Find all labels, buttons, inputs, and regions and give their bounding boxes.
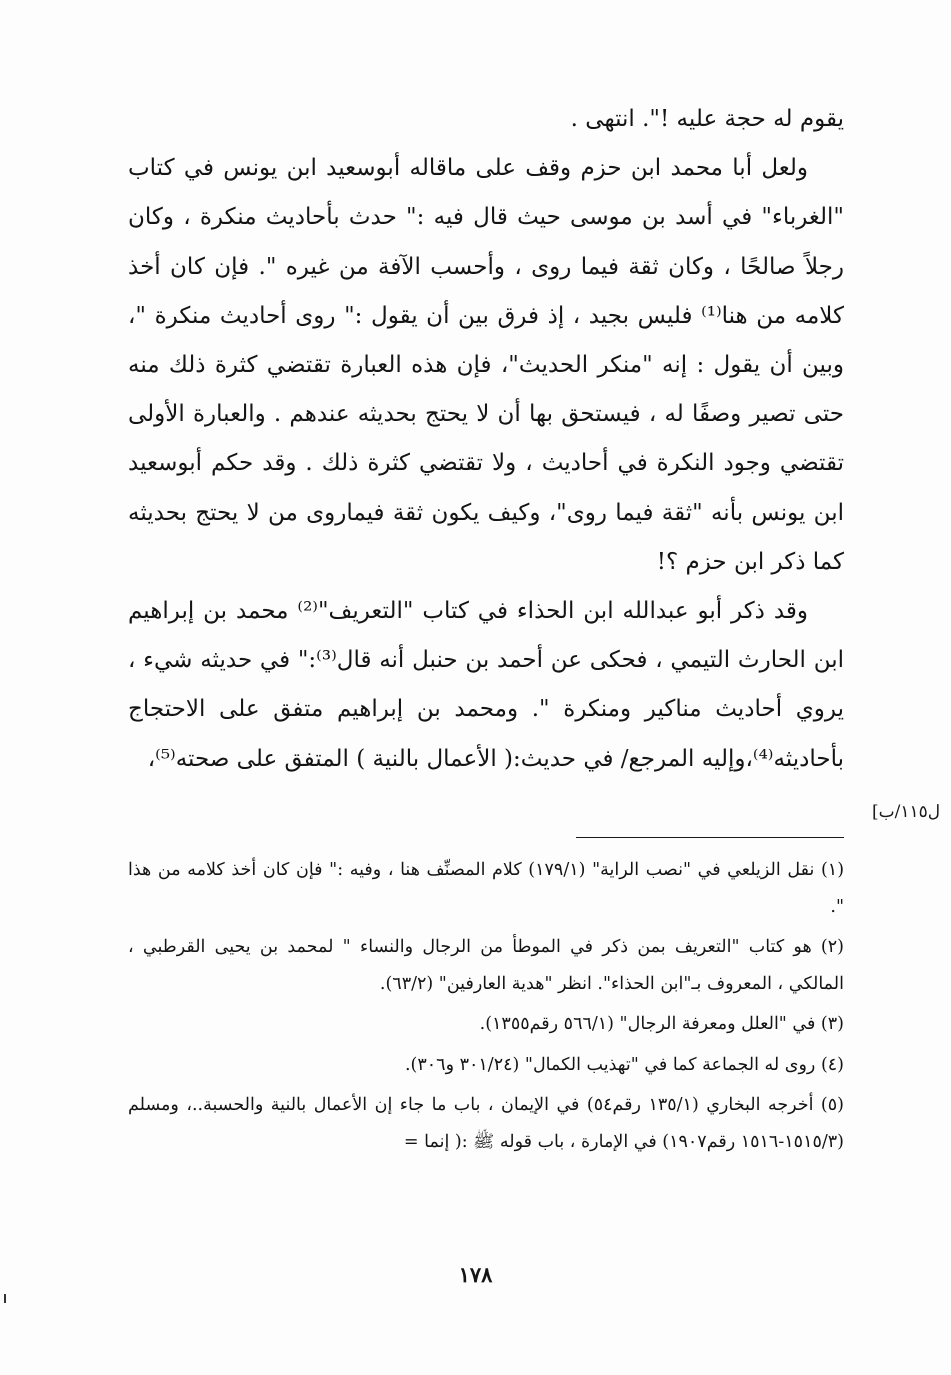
page-number: ١٧٨ <box>458 1262 493 1287</box>
main-text <box>128 95 844 784</box>
footnotes <box>128 852 844 1164</box>
scan-artifact <box>4 1294 6 1303</box>
footnote-4: (٤) روى له الجماعة كما في "تهذيب الكمال" (٣٠١/٢٤ و٣٠٦). <box>404 1054 844 1075</box>
paragraph-ibn-hazm: ولعل أبا محمد ابن حزم وقف على ماقاله أبوسعيد ابن يونس في كتاب "الغرباء" في أسد بن موسى حيث قال فيه :" حدث بأحاديث منكرة ، وكان رجلاً صالحًا ، وكان ثقة فيما روى ، وأحسب الآفة من غيره ". فإن كان أخذ كلامه من هنا⁽¹⁾ فليس بجيد ، إذ فرق بين أن يقول :" روى أحاديث منكرة "، وبين أن يقول : إنه "منكر الحديث"، فإن هذه العبارة تقتضي كثرة ذلك منه حتى تصير وصفًا له ، فيستحق بها أن لا يحتج بحديثه عندهم . والعبارة الأولى تقتضي وجود النكرة في أحاديث ، ولا تقتضي كثرة ذلك . وقد حكم أبوسعيد ابن يونس بأنه "ثقة فيما روى"، وكيف يكون ثقة فيماروى من لا يحتج بحديثه كما ذكر ابن حزم ؟! <box>128 155 844 575</box>
footnote-3: (٣) في "العلل ومعرفة الرجال" (٥٦٦/١ رقم١٣٥٥). <box>479 1014 844 1034</box>
footnote-5: (٥) أخرجه البخاري (١٣٥/١ رقم٥٤) في الإيمان ، باب ما جاء إن الأعمال بالنية والحسبة..، ومسلم (١٥١٥/٣-١٥١٦ رقم١٩٠٧) في الإمارة ، باب قوله ﷺ :( إنما = <box>128 1095 844 1152</box>
footnote-2: (٢) هو كتاب "التعريف بمن ذكر في الموطأ من الرجال والنساء " لمحمد بن يحيى القرطبي ، المالكي ، المعروف بـ"ابن الحذاء". انظر "هدية العارفين" (٦٣/٢). <box>128 937 844 994</box>
footnote-1: (١) نقل الزيلعي في "نصب الراية" (١٧٩/١) كلام المصنِّف هنا ، وفيه :" فإن كان أخذ كلامه من هذا ". <box>128 860 845 917</box>
footnote-separator <box>576 837 844 838</box>
paragraph-continuation: يقوم له حجة عليه !". انتهى . <box>570 106 844 132</box>
paragraph-ibn-al-hadhdha: وقد ذكر أبو عبدالله ابن الحذاء في كتاب "التعريف"⁽²⁾ محمد بن إبراهيم ابن الحارث التيمي ، فحكى عن أحمد بن حنبل أنه قال⁽³⁾:" في حديثه شيء ، يروي أحاديث مناكير ومنكرة ". ومحمد بن إبراهيم متفق على الاحتجاج بأحاديثه⁽⁴⁾،وإليه المرجع/ في حديث:( الأعمال بالنية ) المتفق على صحته⁽⁵⁾، <box>128 598 845 772</box>
manuscript-folio-marker: ل١١٥/ب] <box>872 802 941 822</box>
